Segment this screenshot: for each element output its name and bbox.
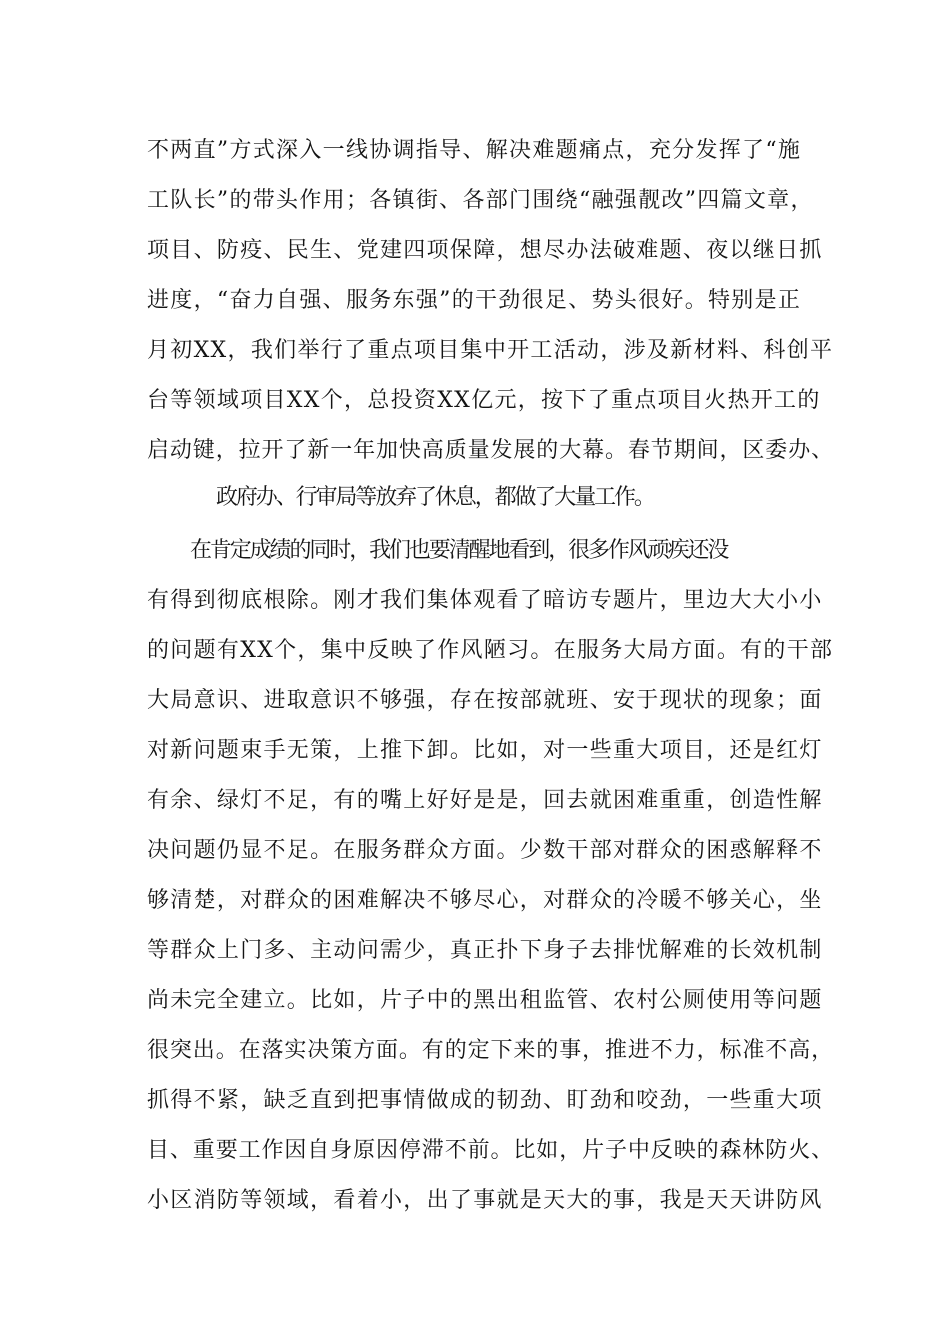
body-text-line: 目、重要工作因自身原因停滞不前。比如，片子中反映的森林防火、 (147, 1138, 835, 1163)
body-text-line: 在肯定成绩的同时，我们也要清醒地看到，很多作风顽疾还没 (190, 538, 728, 563)
body-text-line: 大局意识、进取意识不够强，存在按部就班、安于现状的现象；面 (147, 688, 823, 713)
body-text-line: 等群众上门多、主动问需少，真正扑下身子去排忧解难的长效机制 (147, 938, 823, 963)
body-text-line: 启动键，拉开了新一年加快高质量发展的大幕。春节期间，区委办、 (147, 438, 835, 463)
body-text-line: 很突出。在落实决策方面。有的定下来的事，推进不力，标准不高， (147, 1038, 835, 1063)
body-text-line: 尚未完全建立。比如，片子中的黑出租监管、农村公厕使用等问题 (147, 988, 823, 1013)
body-text-line: 的问题有XX个，集中反映了作风陋习。在服务大局方面。有的干部 (147, 638, 834, 663)
body-text-line: 项目、防疫、民生、党建四项保障，想尽办法破难题、夜以继日抓 (147, 238, 823, 263)
body-text-line: 政府办、行审局等放弃了休息，都做了大量工作。 (216, 485, 654, 510)
body-text-line: 决问题仍显不足。在服务群众方面。少数干部对群众的困惑解释不 (147, 838, 823, 863)
body-text-line: 工队长”的带头作用；各镇街、各部门围绕“融强靓改”四篇文章， (147, 188, 814, 213)
body-text-line: 小区消防等领域，看着小，出了事就是天大的事，我是天天讲防风 (147, 1188, 823, 1213)
body-text-line: 对新问题束手无策，上推下卸。比如，对一些重大项目，还是红灯 (147, 738, 823, 763)
body-text-line: 有得到彻底根除。刚才我们集体观看了暗访专题片，里边大大小小 (147, 588, 823, 613)
body-text-line: 月初XX，我们举行了重点项目集中开工活动，涉及新材料、科创平 (147, 338, 834, 363)
body-text-line: 够清楚，对群众的困难解决不够尽心，对群众的冷暖不够关心，坐 (147, 888, 823, 913)
body-text-line: 进度，“奋力自强、服务东强”的干劲很足、势头很好。特别是正 (147, 288, 802, 313)
body-text-line: 不两直”方式深入一线协调指导、解决难题痛点，充分发挥了“施 (147, 138, 802, 163)
body-text-line: 抓得不紧，缺乏直到把事情做成的韧劲、盯劲和咬劲，一些重大项 (147, 1088, 823, 1113)
body-text-line: 台等领域项目XX个，总投资XX亿元，按下了重点项目火热开工的 (147, 388, 821, 413)
body-text-line: 有余、绿灯不足，有的嘴上好好是是，回去就困难重重，创造性解 (147, 788, 823, 813)
